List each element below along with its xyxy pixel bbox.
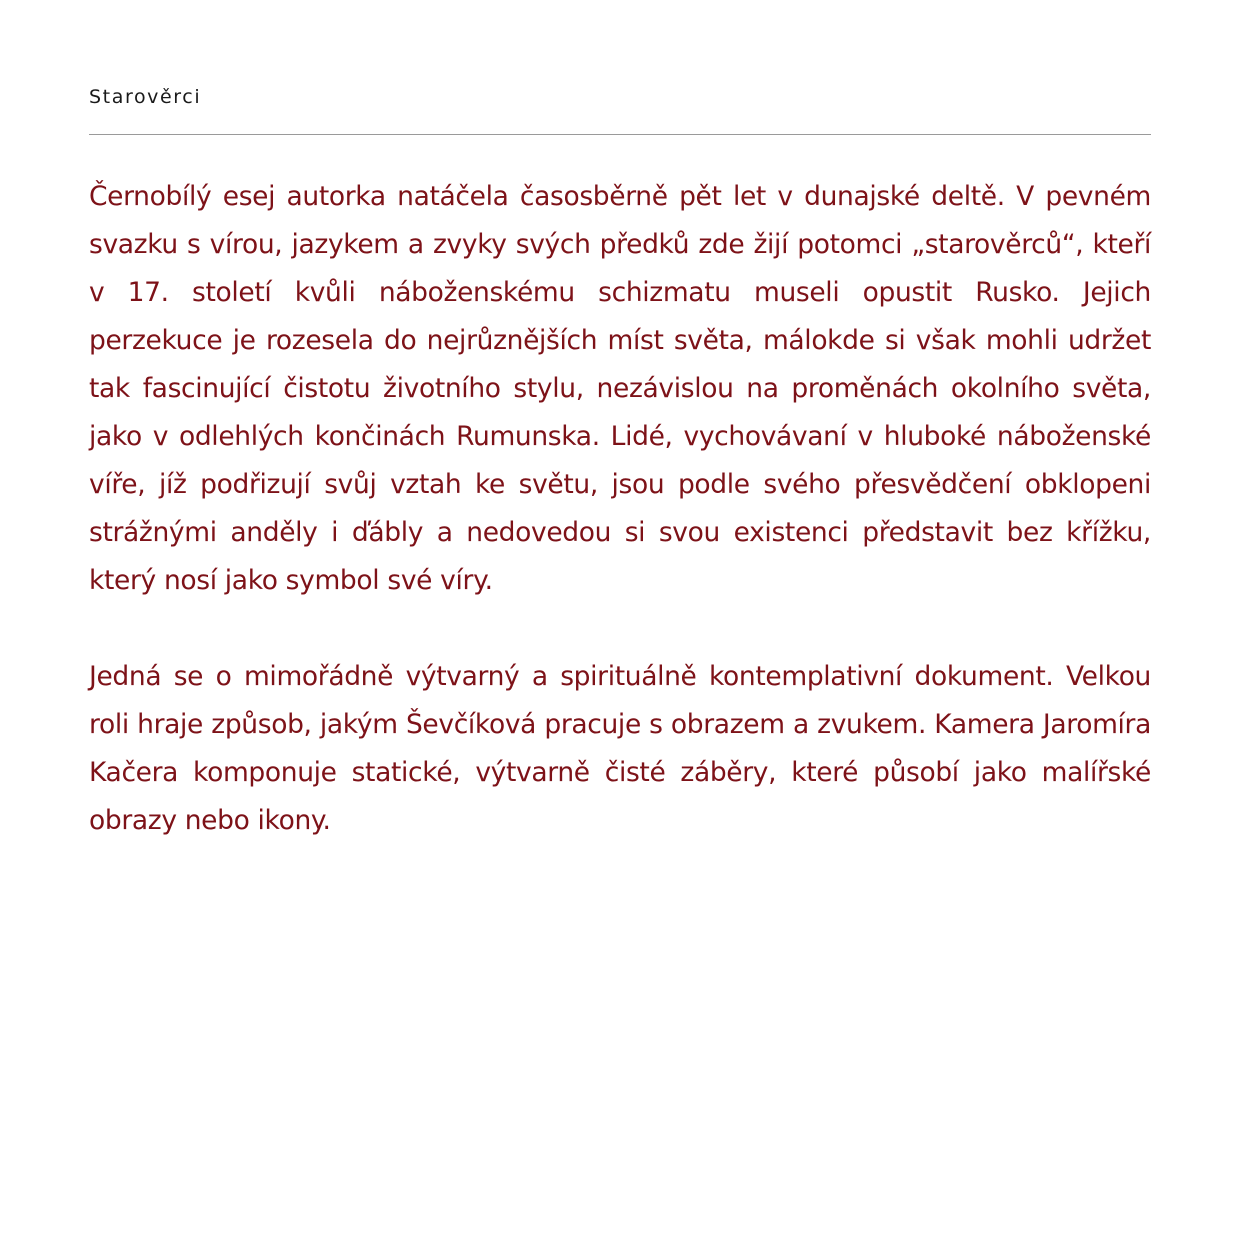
document-body — [89, 173, 1151, 845]
paragraph-2: Jedná se o mimořádně výtvarný a spirituálně kontemplativní dokument. Velkou roli hraje způsob, jakým Ševčíková pracuje s obrazem a zvukem. Kamera Jaromíra Kačera komponuje statické, výtvarně čisté záběry, které působí jako malířské obrazy nebo ikony. — [89, 661, 1151, 836]
document-title: Starověrci — [89, 86, 202, 108]
paragraph-1: Černobílý esej autorka natáčela časosběrně pět let v dunajské deltě. V pevném svazku s vírou, jazykem a zvyky svých předků zde žijí potomci „starověrců“, kteří v 17. století kvůli náboženskému schizmatu museli opustit Rusko. Jejich perzekuce je rozesela do nejrůznějších míst světa, málokde si však mohli udržet tak fascinující čistotu životního stylu, nezávislou na proměnách okolního světa, jako v odlehlých končinách Rumunska. Lidé, vychovávaní v hluboké náboženské víře, jíž podřizují svůj vztah ke světu, jsou podle svého přesvědčení obklopeni strážnými anděly i ďábly a nedovedou si svou existenci představit bez křížku, který nosí jako symbol své víry. — [89, 181, 1151, 596]
title-divider — [89, 134, 1151, 135]
